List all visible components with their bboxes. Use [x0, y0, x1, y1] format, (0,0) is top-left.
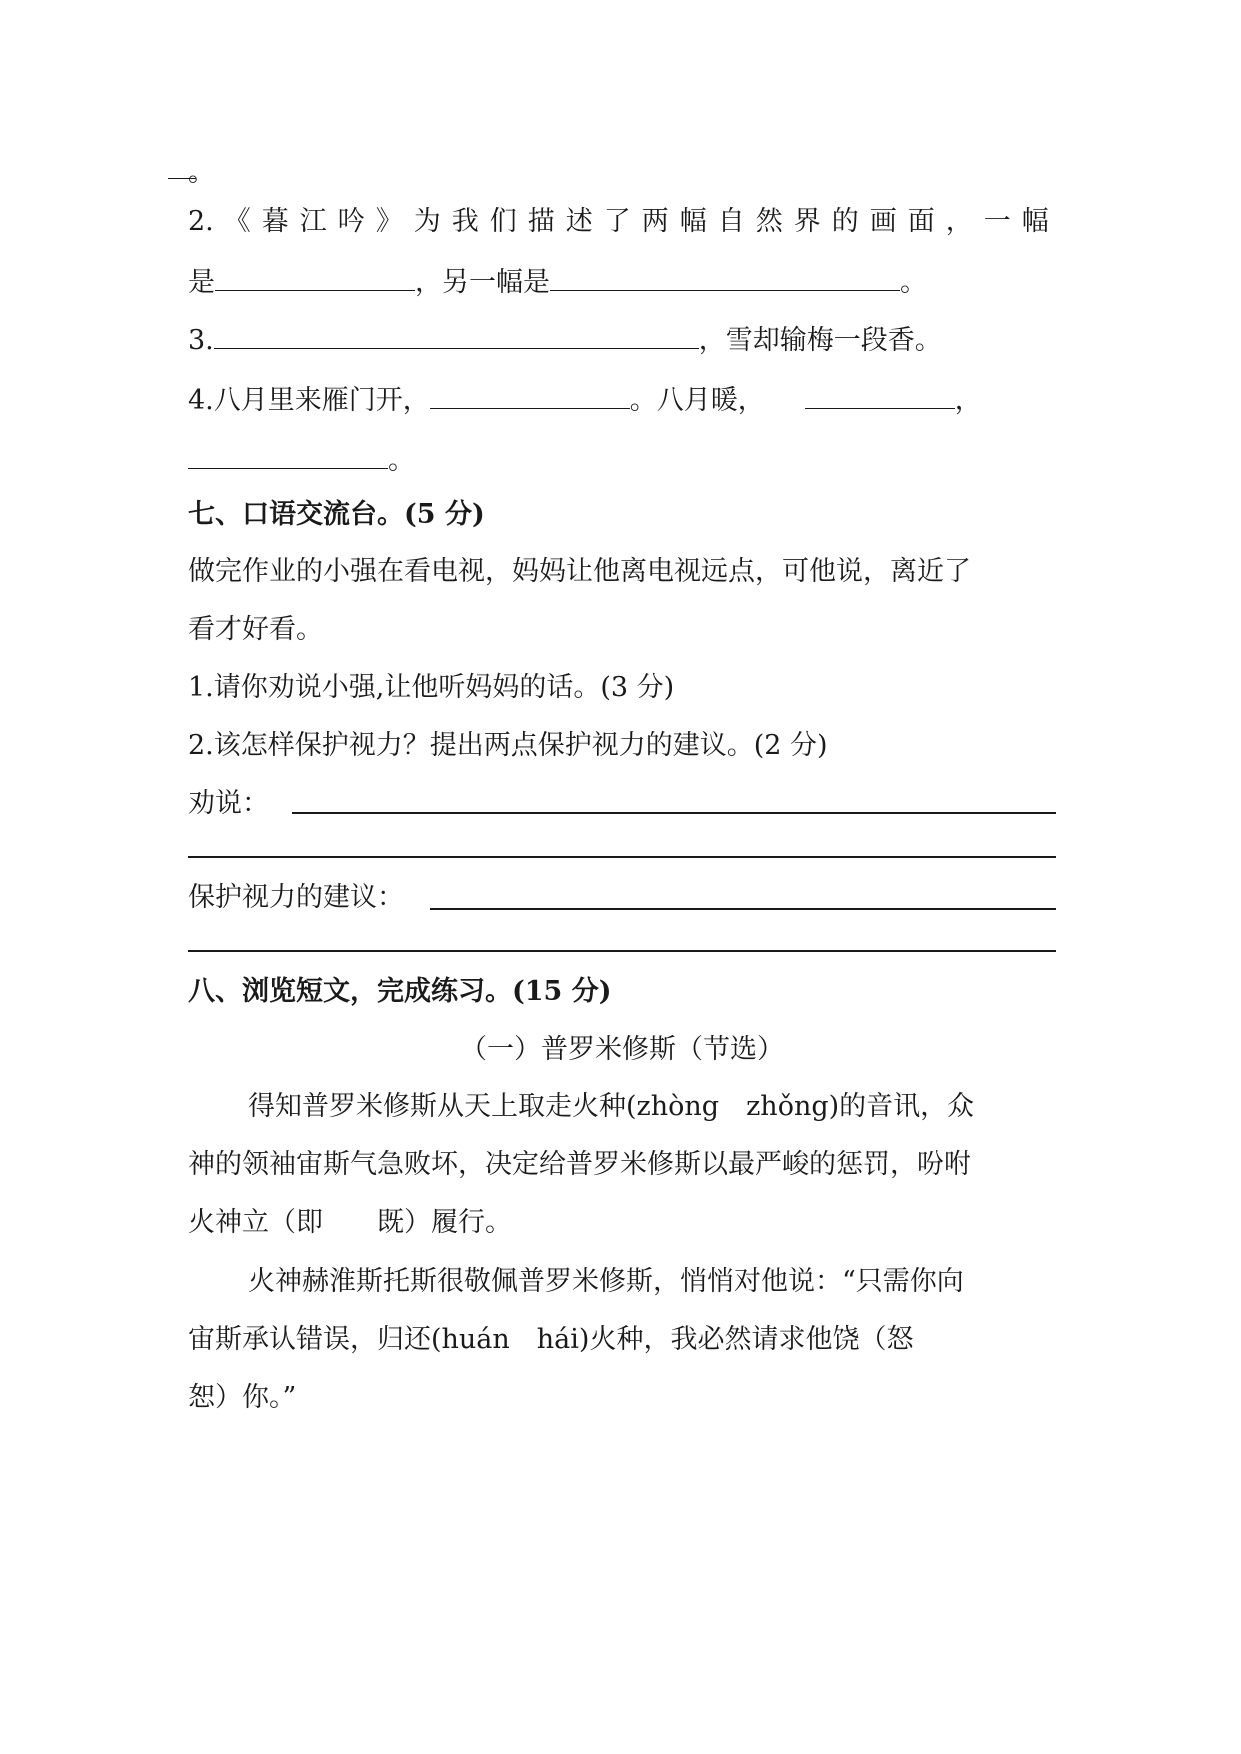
- item2-blank-1[interactable]: [215, 262, 415, 291]
- passage-p2-line2: 宙斯承认错误，归还(huán hái)火种，我必然请求他饶（怒: [188, 1324, 914, 1355]
- advice-answer-line-1[interactable]: [430, 908, 1056, 910]
- item4-blank-1[interactable]: [430, 380, 630, 409]
- item3-blank[interactable]: [214, 320, 699, 349]
- q7-intro-line1: 做完作业的小强在看电视，妈妈让他离电视远点，可他说，离近了: [188, 556, 971, 587]
- item4-mid: 。八月暖，: [629, 385, 765, 416]
- q6-item4-line1: [188, 380, 1056, 421]
- passage-title: （一）普罗米修斯（节选）: [460, 1034, 784, 1065]
- item4-comma: ，: [954, 385, 982, 416]
- passage-p1-line1: 得知普罗米修斯从天上取走火种(zhòng zhǒng)的音讯，众: [248, 1091, 975, 1122]
- q7-sub1: 1.请你劝说小强,让他听妈妈的话。(3 分): [188, 672, 675, 703]
- item4-blank-3[interactable]: [188, 440, 388, 469]
- item2-blank-2[interactable]: [550, 262, 900, 291]
- item2-text: 《暮江吟》为我们描述了两幅自然界的画面，一幅: [223, 206, 1060, 237]
- advice-answer-line-2[interactable]: [188, 950, 1056, 952]
- q6-item2-line2: [188, 262, 1056, 303]
- item4-end: 。: [388, 445, 415, 476]
- item3-number: 3.: [188, 325, 214, 356]
- q7-sub2: 2.该怎样保护视力？提出两点保护视力的建议。(2 分): [188, 730, 828, 761]
- persuade-answer-line-1[interactable]: [292, 812, 1056, 814]
- q6-item3: [188, 320, 1056, 361]
- leading-period: 。: [188, 157, 215, 188]
- item2-number: 2.: [188, 206, 214, 237]
- item4-blank-2[interactable]: [805, 380, 955, 409]
- item2-label-a: 是: [188, 267, 215, 298]
- passage-p1-line2: 神的领袖宙斯气急败坏，决定给普罗米修斯以最严峻的惩罚，吩咐: [188, 1149, 971, 1180]
- q7-intro-line2: 看才好看。: [188, 614, 323, 645]
- leading-underline: [168, 178, 196, 179]
- q6-item2-line1: [188, 202, 1060, 242]
- persuade-row: [188, 784, 1056, 824]
- item3-suffix: ，雪却输梅一段香。: [698, 325, 942, 356]
- item2-label-b: ，另一幅是: [415, 267, 550, 298]
- item2-end: 。: [900, 267, 927, 298]
- leading-period-line: [188, 152, 1056, 193]
- q7-heading: 七、口语交流台。(5 分): [188, 499, 485, 530]
- persuade-answer-line-2[interactable]: [188, 856, 1056, 858]
- persuade-label: 劝说：: [188, 788, 269, 819]
- advice-label: 保护视力的建议：: [188, 882, 404, 913]
- passage-p2-line3: 恕）你。”: [188, 1382, 297, 1413]
- passage-p2-line1: 火神赫淮斯托斯很敬佩普罗米修斯，悄悄对他说：“只需你向: [248, 1266, 964, 1297]
- item4-text: 4.八月里来雁门开，: [188, 385, 430, 416]
- advice-row: [188, 878, 1056, 918]
- q6-item4-line2: [188, 440, 1056, 481]
- q8-heading: 八、浏览短文，完成练习。(15 分): [188, 976, 612, 1007]
- passage-p1-line3: 火神立（即 既）履行。: [188, 1207, 512, 1238]
